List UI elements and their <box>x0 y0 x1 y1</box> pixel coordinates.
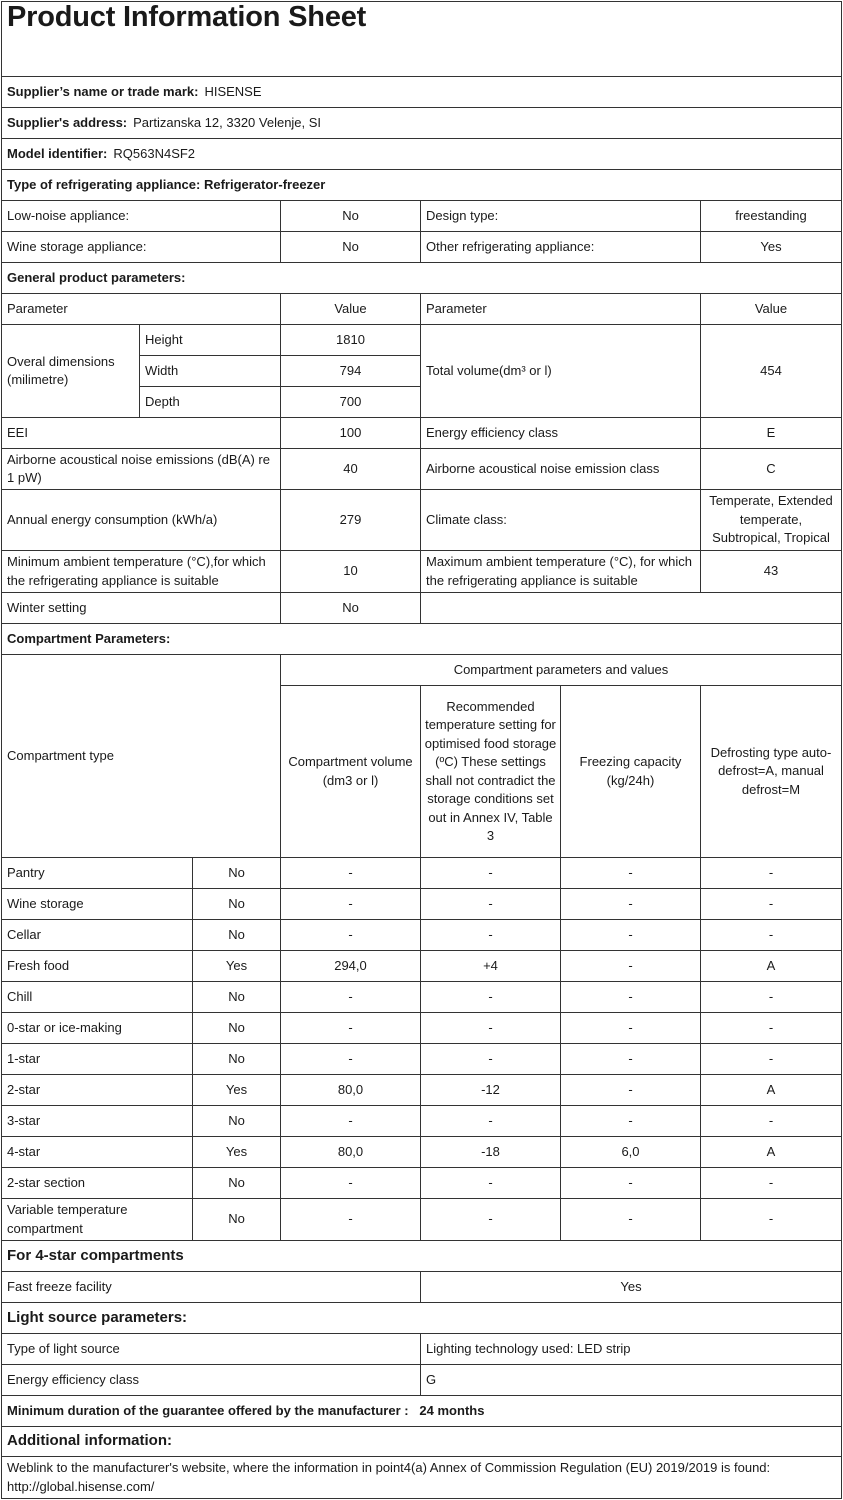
compartment-present: No <box>192 1105 281 1137</box>
supplier-address-label: Supplier's address: <box>7 114 128 130</box>
noise-class-label: Airborne acoustical noise emission class <box>420 448 701 490</box>
fast-freeze-label: Fast freeze facility <box>1 1271 421 1303</box>
compartment-name: Chill <box>1 981 193 1013</box>
light-type-value: Lighting technology used: LED strip <box>420 1333 842 1365</box>
compartment-defrost: - <box>700 919 842 951</box>
empty-cell <box>420 592 842 624</box>
compartment-volume: 294,0 <box>280 950 421 982</box>
min-ambient-temp-value: 10 <box>280 550 421 593</box>
compartment-defrost: - <box>700 1167 842 1199</box>
design-type-value: freestanding <box>700 200 842 232</box>
compartment-volume: - <box>280 1012 421 1044</box>
compartment-temp: - <box>420 1105 561 1137</box>
compartment-name: 0-star or ice-making <box>1 1012 193 1044</box>
value-header-2: Value <box>700 293 842 325</box>
defrosting-type-column-header: Defrosting type auto-defrost=A, manual defrost=M <box>700 685 842 858</box>
energy-class-value: E <box>700 417 842 449</box>
annual-energy-value: 279 <box>280 489 421 551</box>
compartment-defrost: - <box>700 1043 842 1075</box>
wine-storage-appliance-value: No <box>280 231 421 263</box>
wine-storage-appliance-label: Wine storage appliance: <box>1 231 281 263</box>
compartment-present: No <box>192 981 281 1013</box>
temperature-column-header: Recommended temperature setting for optimised food storage (ºC) These settings shall not contradict the storage conditions set out in Annex IV, Table 3 <box>420 685 561 858</box>
depth-value: 700 <box>280 386 421 418</box>
model-identifier-row <box>1 138 842 170</box>
max-ambient-temp-value: 43 <box>700 550 842 593</box>
guarantee-row: Minimum duration of the guarantee offered by the manufacturer : 24 months <box>1 1395 842 1427</box>
light-type-label: Type of light source <box>1 1333 421 1365</box>
noise-emissions-label: Airborne acoustical noise emissions (dB(A) re 1 pW) <box>1 448 281 490</box>
compartment-present: No <box>192 1198 281 1241</box>
compartment-volume: - <box>280 857 421 889</box>
winter-setting-value: No <box>280 592 421 624</box>
compartment-volume: - <box>280 888 421 920</box>
other-refrigerating-label: Other refrigerating appliance: <box>420 231 701 263</box>
compartment-present: No <box>192 857 281 889</box>
max-ambient-temp-label: Maximum ambient temperature (°C), for which the refrigerating appliance is suitable <box>420 550 701 593</box>
design-type-label: Design type: <box>420 200 701 232</box>
compartment-temp: -18 <box>420 1136 561 1168</box>
supplier-name-label: Supplier’s name or trade mark: <box>7 83 199 99</box>
compartment-volume: - <box>280 981 421 1013</box>
compartment-defrost: - <box>700 857 842 889</box>
weblink-text: Weblink to the manufacturer's website, where the information in point4(a) Annex of Commission Regulation (EU) 2019/2019 is found: http://global.hisense.com/ <box>1 1456 842 1499</box>
parameter-header-2: Parameter <box>420 293 701 325</box>
appliance-type-row: Type of refrigerating appliance: Refrigerator-freezer <box>1 169 842 201</box>
freezing-capacity-column-header: Freezing capacity (kg/24h) <box>560 685 701 858</box>
compartment-volume: - <box>280 1198 421 1241</box>
compartment-volume: - <box>280 1105 421 1137</box>
width-label: Width <box>139 355 281 387</box>
compartment-name: 1-star <box>1 1043 193 1075</box>
total-volume-label: Total volume(dm³ or l) <box>420 324 701 418</box>
compartment-name: Variable temperature compartment <box>1 1198 193 1241</box>
compartment-defrost: A <box>700 1136 842 1168</box>
compartment-name: 3-star <box>1 1105 193 1137</box>
compartment-freezing: - <box>560 888 701 920</box>
compartment-present: Yes <box>192 1074 281 1106</box>
compartment-temp: - <box>420 1198 561 1241</box>
general-parameters-heading: General product parameters: <box>1 262 842 294</box>
compartment-name: 4-star <box>1 1136 193 1168</box>
compartment-freezing: - <box>560 1167 701 1199</box>
overall-dimensions-label: Overal dimensions (milimetre) <box>1 324 140 418</box>
annual-energy-label: Annual energy consumption (kWh/a) <box>1 489 281 551</box>
low-noise-value: No <box>280 200 421 232</box>
compartment-freezing: - <box>560 1012 701 1044</box>
model-identifier-label: Model identifier: <box>7 145 108 161</box>
supplier-address-value: Partizanska 12, 3320 Velenje, SI <box>133 114 322 130</box>
compartment-present: Yes <box>192 950 281 982</box>
compartment-present: No <box>192 919 281 951</box>
value-header: Value <box>280 293 421 325</box>
compartment-defrost: - <box>700 981 842 1013</box>
parameter-header: Parameter <box>1 293 281 325</box>
compartment-name: 2-star section <box>1 1167 193 1199</box>
width-value: 794 <box>280 355 421 387</box>
depth-label: Depth <box>139 386 281 418</box>
winter-setting-label: Winter setting <box>1 592 281 624</box>
compartment-freezing: - <box>560 1198 701 1241</box>
compartment-name: Pantry <box>1 857 193 889</box>
eei-value: 100 <box>280 417 421 449</box>
compartment-freezing: - <box>560 981 701 1013</box>
compartment-name: Cellar <box>1 919 193 951</box>
eei-label: EEI <box>1 417 281 449</box>
noise-emissions-value: 40 <box>280 448 421 490</box>
compartment-freezing: - <box>560 950 701 982</box>
compartment-defrost: - <box>700 1198 842 1241</box>
height-label: Height <box>139 324 281 356</box>
compartment-present: No <box>192 888 281 920</box>
compartment-defrost: - <box>700 1012 842 1044</box>
compartment-volume: - <box>280 1043 421 1075</box>
compartment-defrost: - <box>700 1105 842 1137</box>
model-identifier-value: RQ563N4SF2 <box>113 145 196 161</box>
compartment-present: No <box>192 1043 281 1075</box>
noise-class-value: C <box>700 448 842 490</box>
compartment-freezing: - <box>560 919 701 951</box>
compartment-present: Yes <box>192 1136 281 1168</box>
compartment-temp: - <box>420 1167 561 1199</box>
compartment-freezing: - <box>560 1074 701 1106</box>
climate-class-label: Climate class: <box>420 489 701 551</box>
compartment-present: No <box>192 1012 281 1044</box>
compartment-temp: -12 <box>420 1074 561 1106</box>
compartment-freezing: - <box>560 857 701 889</box>
light-class-label: Energy efficiency class <box>1 1364 421 1396</box>
other-refrigerating-value: Yes <box>700 231 842 263</box>
volume-column-header: Compartment volume (dm3 or l) <box>280 685 421 858</box>
min-ambient-temp-label: Minimum ambient temperature (°C),for which the refrigerating appliance is suitable <box>1 550 281 593</box>
compartment-volume: 80,0 <box>280 1074 421 1106</box>
compartment-temp: +4 <box>420 950 561 982</box>
fast-freeze-value: Yes <box>420 1271 842 1303</box>
compartment-name: Wine storage <box>1 888 193 920</box>
additional-info-heading: Additional information: <box>1 1426 842 1457</box>
compartment-freezing: 6,0 <box>560 1136 701 1168</box>
supplier-address-row <box>1 107 842 139</box>
compartment-parameters-heading: Compartment Parameters: <box>1 623 842 655</box>
compartment-group-header: Compartment parameters and values <box>280 654 842 686</box>
compartment-type-header: Compartment type <box>1 654 281 858</box>
compartment-temp: - <box>420 888 561 920</box>
four-star-heading: For 4-star compartments <box>1 1240 842 1272</box>
compartment-temp: - <box>420 857 561 889</box>
compartment-name: Fresh food <box>1 950 193 982</box>
compartment-temp: - <box>420 919 561 951</box>
compartment-volume: - <box>280 919 421 951</box>
page-title: Product Information Sheet <box>1 1 842 77</box>
compartment-name: 2-star <box>1 1074 193 1106</box>
compartment-defrost: A <box>700 1074 842 1106</box>
compartment-temp: - <box>420 1012 561 1044</box>
compartment-freezing: - <box>560 1043 701 1075</box>
climate-class-value: Temperate, Extended temperate, Subtropical, Tropical <box>700 489 842 551</box>
compartment-present: No <box>192 1167 281 1199</box>
light-source-heading: Light source parameters: <box>1 1302 842 1334</box>
supplier-name-value: HISENSE <box>204 83 262 99</box>
compartment-volume: - <box>280 1167 421 1199</box>
total-volume-value: 454 <box>700 324 842 418</box>
height-value: 1810 <box>280 324 421 356</box>
compartment-temp: - <box>420 981 561 1013</box>
compartment-volume: 80,0 <box>280 1136 421 1168</box>
energy-class-label: Energy efficiency class <box>420 417 701 449</box>
low-noise-label: Low-noise appliance: <box>1 200 281 232</box>
compartment-temp: - <box>420 1043 561 1075</box>
light-class-value: G <box>420 1364 842 1396</box>
compartment-freezing: - <box>560 1105 701 1137</box>
compartment-defrost: A <box>700 950 842 982</box>
supplier-name-row <box>1 76 842 108</box>
compartment-defrost: - <box>700 888 842 920</box>
